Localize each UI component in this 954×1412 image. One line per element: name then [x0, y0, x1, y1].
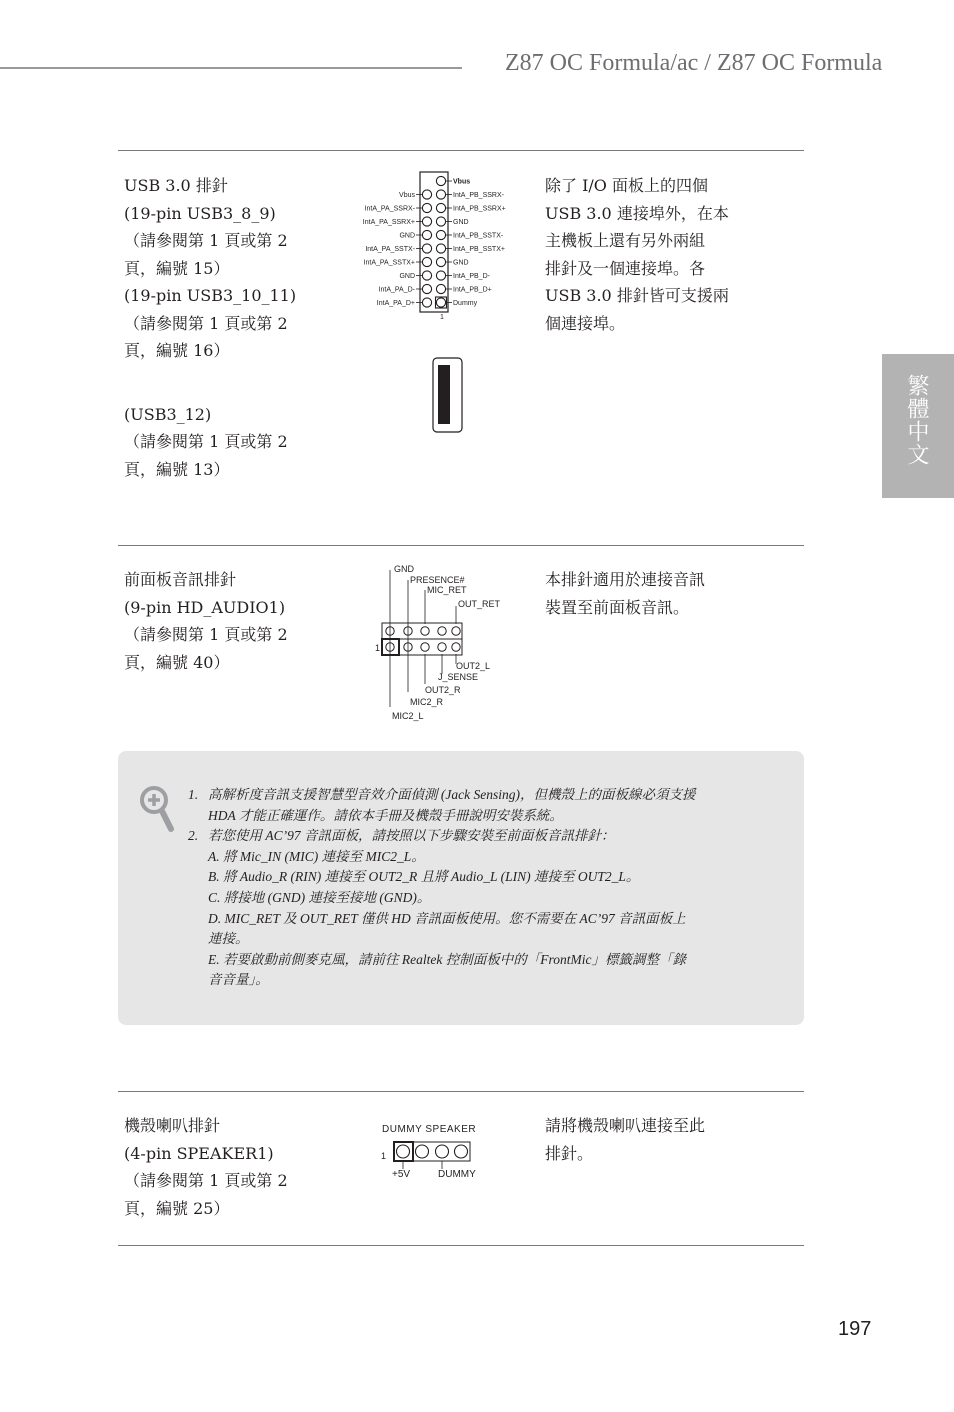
- speaker-pin1-label: 1: [381, 1151, 387, 1161]
- usb3-pin-label-right: Dummy: [453, 300, 478, 307]
- audio-pin: [421, 627, 429, 635]
- usb3-pin: [436, 203, 445, 212]
- audio-pin: [452, 643, 460, 651]
- audio-explain-line: 裝置至前面板音訊。: [545, 597, 690, 617]
- speaker-pin: [455, 1145, 468, 1158]
- audio-text-line: （請參閱第 1 頁或第 2: [124, 625, 288, 644]
- usb3-pin-label-right: Vbus: [453, 178, 471, 186]
- speaker-label-5v: +5V: [392, 1169, 411, 1180]
- speaker-explain-line: 請將機殼喇叭連接至此: [545, 1116, 706, 1135]
- usb3-explain-line: USB 3.0 連接埠外，在本: [545, 203, 729, 223]
- usb3-pin: [436, 190, 445, 199]
- usb3-text-line: (19-pin USB3_8_9): [124, 203, 276, 223]
- audio-label-presence: PRESENCE#: [410, 575, 465, 585]
- usb3-pin: [436, 244, 445, 253]
- usb3-text-line: 頁，編號 15）: [124, 258, 230, 278]
- audio-pin1-label: 1: [375, 643, 381, 653]
- usb3-pin: [436, 257, 445, 266]
- magnifier-plus-icon: [138, 784, 178, 836]
- audio-text-line: 前面板音訊排針: [124, 570, 237, 589]
- note-line: HDA 才能正確運作。請依本手冊及機殼手冊說明安裝系統。: [208, 807, 563, 823]
- usb3-text-line: 頁，編號 16）: [124, 341, 230, 360]
- usb3-pin: [422, 257, 431, 266]
- note-item-1: [188, 785, 768, 806]
- speaker-description: [124, 1112, 324, 1222]
- note-item-number: 2.: [188, 828, 199, 844]
- speaker-text-line: （請參閱第 1 頁或第 2: [124, 1171, 288, 1190]
- speaker-explanation: [545, 1112, 745, 1167]
- note-line: 音音量」。: [208, 972, 269, 988]
- speaker-label-dummy: DUMMY: [438, 1169, 476, 1180]
- usb3-pin: [436, 176, 445, 185]
- usb3-pin: [422, 244, 431, 253]
- usb3-pin-label-left: IntA_PA_SSTX-: [365, 246, 415, 253]
- usb3-pin-label-left: IntA_PA_D-: [378, 286, 415, 294]
- audio-label-out-ret: OUT_RET: [458, 599, 501, 609]
- language-tab: [882, 354, 954, 498]
- note-line: D. MIC_RET 及 OUT_RET 僅供 HD 音訊面板使用。您不需要在 AC’97 音訊面板上: [208, 910, 686, 926]
- audio-pin: [438, 627, 446, 635]
- note-line: E. 若要啟動前側麥克風，請前往 Realtek 控制面板中的「FrontMic」標籤調整「錄: [208, 951, 686, 967]
- usb3-pin-label-left: IntA_PA_SSRX+: [362, 219, 415, 226]
- usb3-pin-label-left: GND: [399, 232, 415, 240]
- audio-label-mic2-l: MIC2_L: [392, 711, 424, 721]
- header-rule: [0, 67, 462, 69]
- usb3-pin-label-right: IntA_PB_D+: [453, 286, 492, 294]
- usb3-pin1-label: 1: [440, 314, 444, 321]
- audio-explanation: [545, 566, 745, 621]
- page-number: 197: [838, 1318, 872, 1340]
- audio-label-out2-l: OUT2_L: [456, 661, 491, 671]
- speaker-text-line: 頁，編號 25）: [124, 1198, 230, 1218]
- audio-label-mic2-r: MIC2_R: [410, 697, 444, 707]
- usb3-explain-line: 個連接埠。: [545, 313, 626, 333]
- usb3-pin-label-right: GND: [453, 259, 469, 267]
- audio-description: [124, 566, 324, 676]
- audio-label-gnd: GND: [394, 564, 414, 574]
- audio-pin: [421, 643, 429, 651]
- section-divider: [118, 545, 804, 546]
- usb3-explanation: [545, 172, 745, 337]
- note-item-number: 1.: [188, 787, 199, 802]
- audio-text-line: 頁，編號 40）: [124, 652, 230, 672]
- usb3-pin: [436, 217, 445, 226]
- usb3-pin-label-right: GND: [453, 219, 469, 226]
- note-item-2: [188, 826, 768, 847]
- note-line: B. 將 Audio_R (RIN) 連接至 OUT2_R 且將 Audio_L (LIN) 連接至 OUT2_L。: [208, 869, 640, 885]
- speaker-pin: [416, 1145, 429, 1158]
- usb3-pin: [436, 284, 445, 293]
- note-line: C. 將接地 (GND) 連接至接地 (GND)。: [208, 889, 431, 905]
- usb3-pin-label-left: Vbus: [399, 192, 415, 199]
- usb3-pin: [436, 298, 445, 307]
- section-divider: [118, 1245, 804, 1246]
- speaker-pin: [436, 1145, 449, 1158]
- speaker-explain-line: 排針。: [545, 1143, 594, 1163]
- note-line: 高解析度音訊支援智慧型音效介面偵測 (Jack Sensing)，但機殼上的面板線必須支援: [208, 787, 696, 802]
- note-text: [188, 785, 768, 991]
- usb3-explain-line: USB 3.0 排針皆可支援兩: [545, 286, 729, 305]
- usb3-text-line: （請參閱第 1 頁或第 2: [124, 231, 288, 250]
- speaker-pin: [397, 1145, 410, 1158]
- page-title: Z87 OC Formula/ac / Z87 OC Formula: [505, 50, 883, 76]
- usb3-explain-line: 排針及一個連接埠。各: [545, 258, 706, 278]
- usb3-pin-label-right: IntA_PB_SSTX-: [453, 232, 504, 240]
- usb3-text-line: （請參閱第 1 頁或第 2: [124, 432, 288, 451]
- speaker-label-top: DUMMY SPEAKER: [382, 1124, 477, 1135]
- usb3-pin-label-left: IntA_PA_SSRX-: [364, 205, 415, 213]
- usb3-description: [124, 172, 324, 483]
- usb3-pin: [422, 284, 431, 293]
- usb3-text-line: （請參閱第 1 頁或第 2: [124, 313, 288, 333]
- usb3-pin: [422, 230, 431, 239]
- usb3-pin: [422, 190, 431, 199]
- audio-label-out2-r: OUT2_R: [425, 685, 461, 695]
- audio-pin: [438, 643, 446, 651]
- audio-label-mic-ret: MIC_RET: [427, 585, 467, 595]
- section-divider: [118, 150, 804, 151]
- usb3-pin-label-right: IntA_PB_SSRX-: [453, 192, 504, 199]
- usb3-pin-label-left: IntA_PA_D+: [376, 300, 415, 307]
- usb3-text-line: (19-pin USB3_10_11): [124, 286, 297, 305]
- usb3-pin-label-left: IntA_PA_SSTX+: [363, 259, 415, 267]
- speaker-text-line: 機殼喇叭排針: [124, 1116, 221, 1135]
- usb3-pin-label-right: IntA_PB_D-: [453, 273, 490, 280]
- note-line: A. 將 Mic_IN (MIC) 連接至 MIC2_L。: [208, 848, 425, 864]
- usb3-text-line: USB 3.0 排針: [124, 176, 228, 195]
- note-line: 若您使用 AC’97 音訊面板，請按照以下步驟安裝至前面板音訊排針：: [208, 828, 615, 844]
- note-line: 連接。: [208, 931, 249, 947]
- audio-header-diagram: [370, 560, 520, 725]
- usb3-port-tongue: [438, 365, 450, 424]
- usb3-port-diagram: [430, 356, 466, 436]
- speaker-header-diagram: [378, 1118, 498, 1184]
- usb3-pin: [436, 230, 445, 239]
- audio-text-line: (9-pin HD_AUDIO1): [124, 597, 286, 617]
- language-tab-label: 繁體中文: [904, 374, 929, 466]
- usb3-text-line: 頁，編號 13）: [124, 459, 230, 479]
- audio-explain-line: 本排針適用於連接音訊: [545, 570, 706, 589]
- usb3-header-diagram: [340, 168, 530, 328]
- usb3-pin-label-right: IntA_PB_SSRX+: [453, 205, 506, 213]
- usb3-pin: [422, 203, 431, 212]
- usb3-explain-line: 主機板上還有另外兩組: [545, 231, 706, 250]
- speaker-text-line: (4-pin SPEAKER1): [124, 1143, 274, 1163]
- usb3-pin: [422, 271, 431, 280]
- usb3-explain-line: 除了 I/O 面板上的四個: [545, 176, 709, 195]
- usb3-text-line: (USB3_12): [124, 404, 212, 424]
- usb3-pin-label-right: IntA_PB_SSTX+: [453, 246, 505, 253]
- usb3-pin: [422, 298, 431, 307]
- usb3-pin: [422, 217, 431, 226]
- usb3-pin-label-left: GND: [399, 273, 415, 280]
- audio-label-j-sense: J_SENSE: [438, 672, 479, 682]
- section-divider: [118, 1091, 804, 1092]
- usb3-pin: [436, 271, 445, 280]
- audio-pin: [452, 627, 460, 635]
